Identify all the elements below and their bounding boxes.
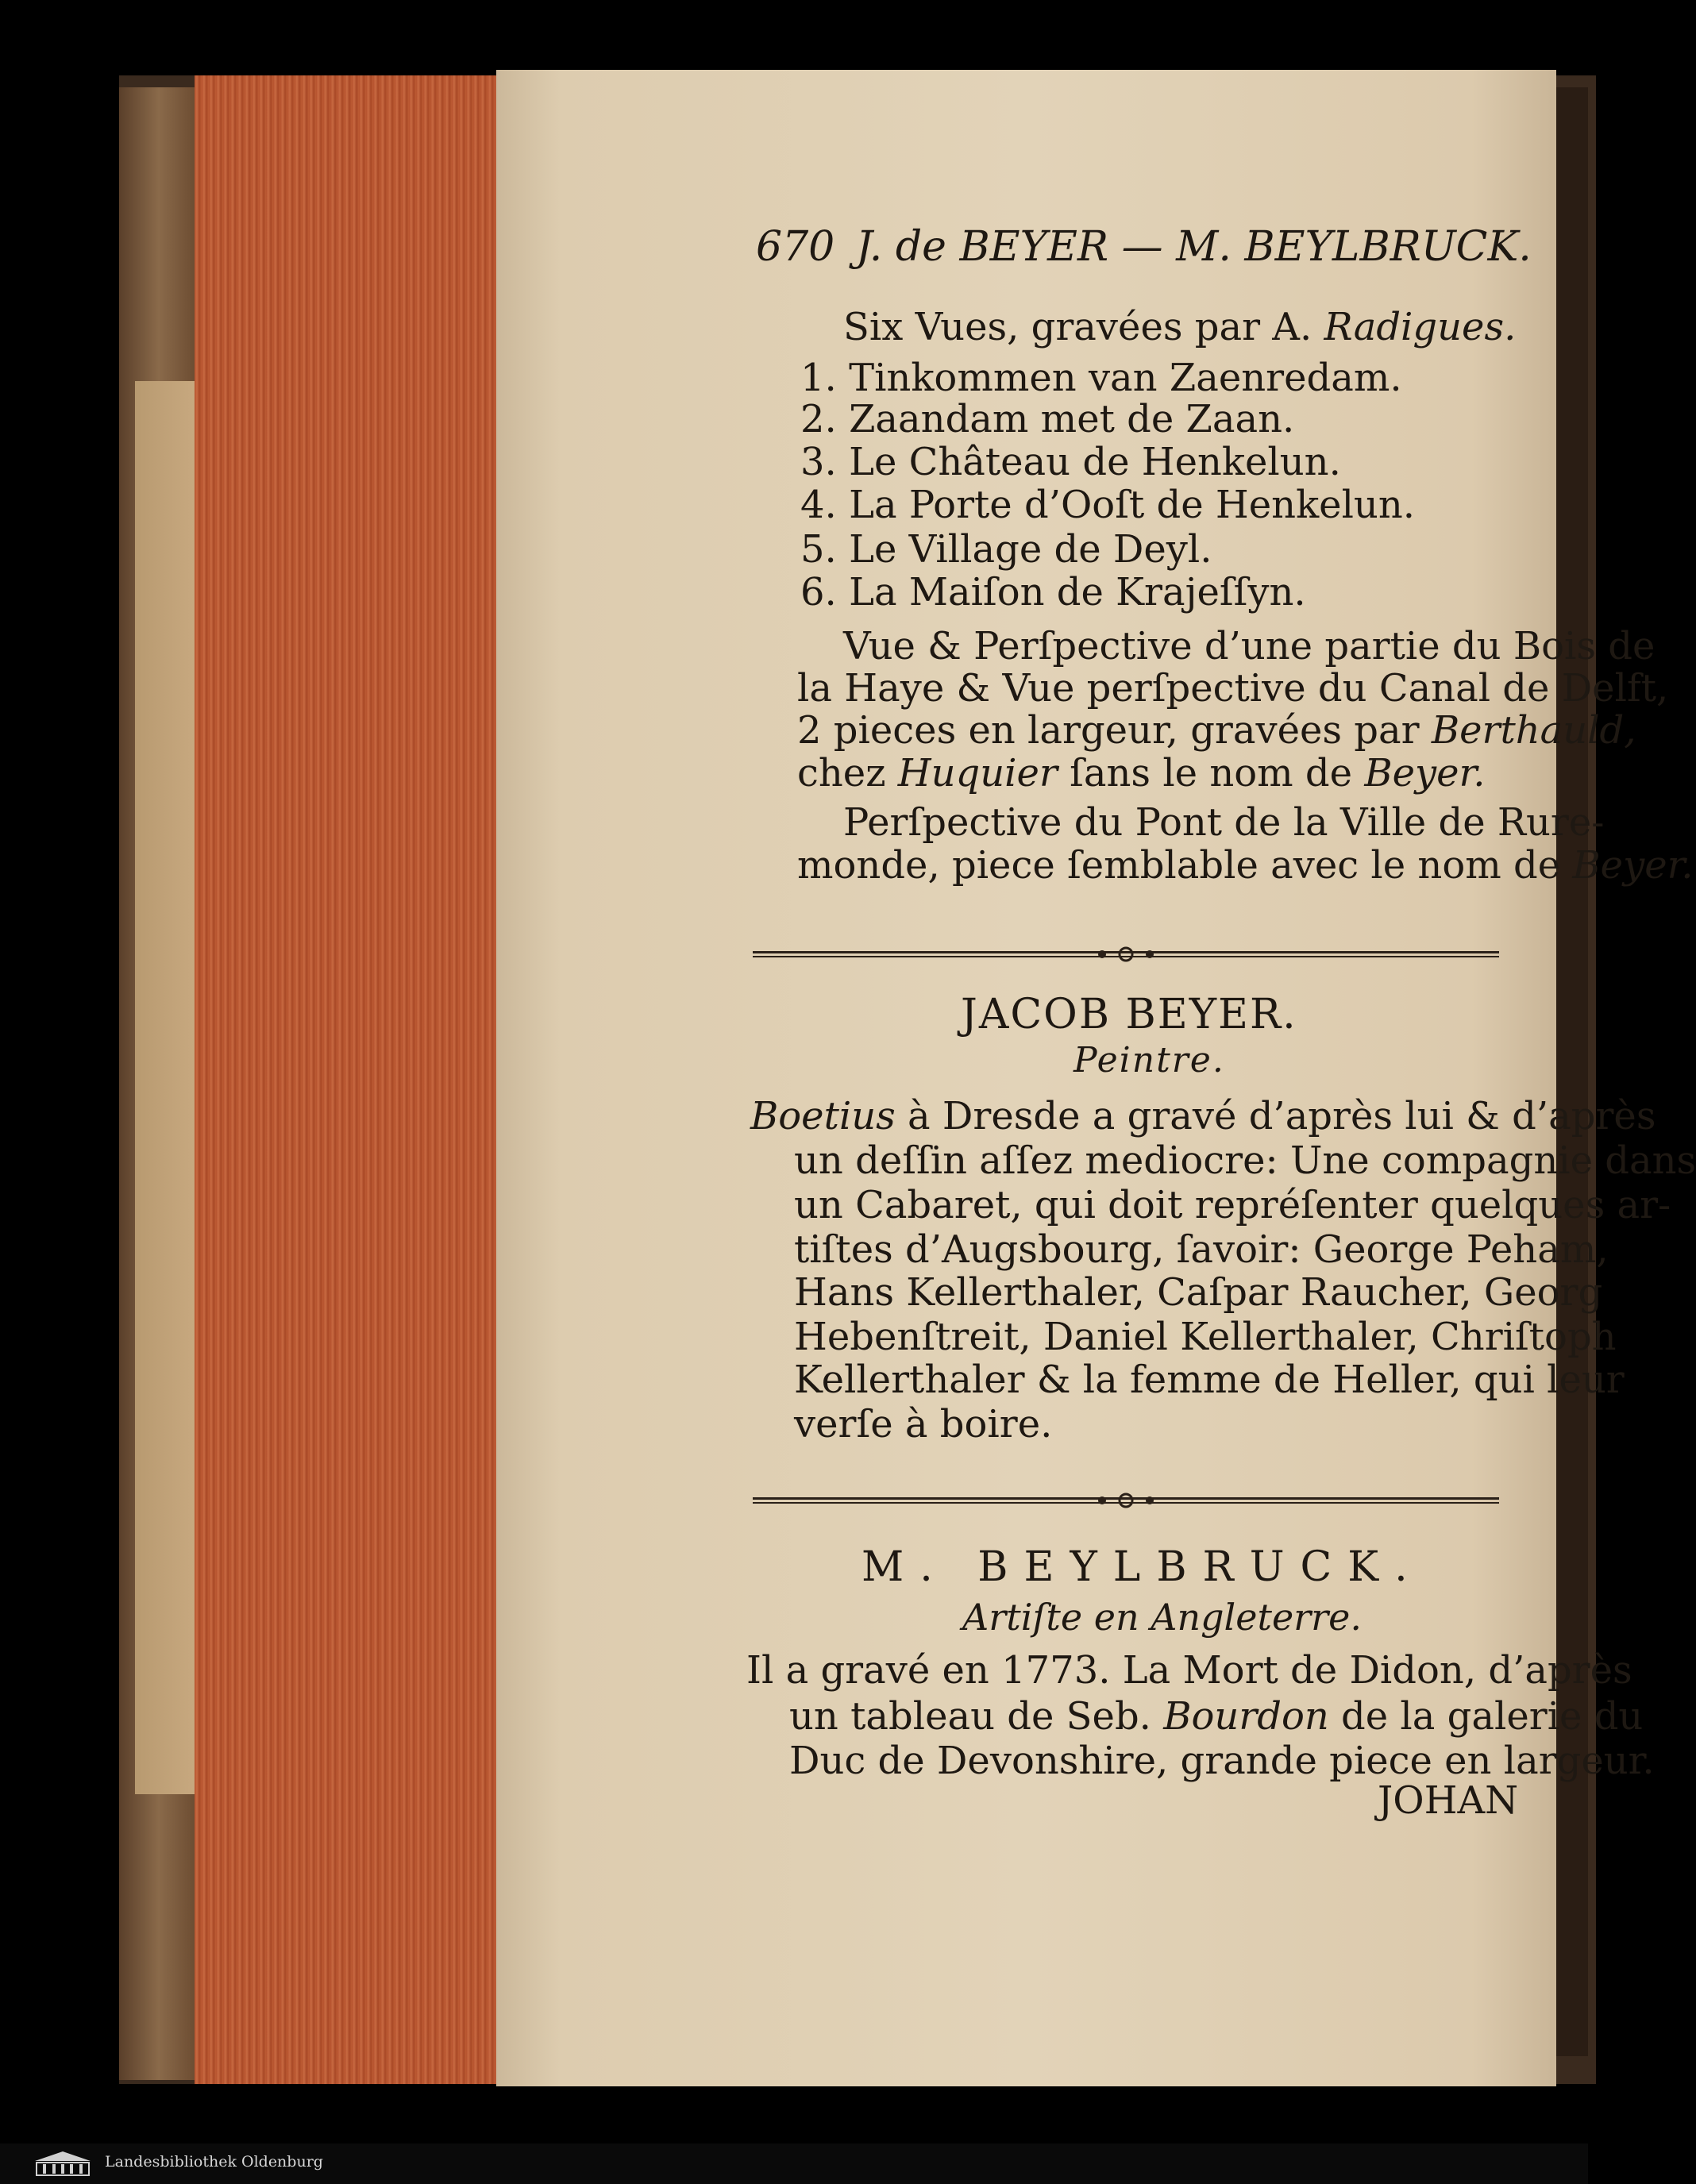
paragraph-line: un tableau de Seb. Bourdon de la galerie du [789,1694,1644,1739]
paragraph-line: Kellerthaler & la femme de Heller, qui leur [794,1358,1625,1402]
paragraph-line: Perſpective du Pont de la Ville de Rure- [843,800,1605,845]
ornament-rule [753,1493,1499,1508]
list-item: 6. La Maiſon de Krajeſſyn. [800,570,1306,614]
ornament-rule [753,946,1499,962]
catchword: JOHAN [1378,1778,1519,1823]
intro-line: Six Vues, gravées par A. Radigues. [843,305,1517,349]
page-fore-edge [195,75,496,2084]
paragraph-line: monde, piece ſemblable avec le nom de Beyer. [797,843,1694,888]
paragraph-line: Il a gravé en 1773. La Mort de Didon, d’après [746,1648,1632,1693]
cover-paper-patch [135,381,199,1794]
library-logo-icon [32,2150,94,2177]
paragraph-line: chez Huquier ſans le nom de Beyer. [797,751,1486,795]
paragraph-line: verſe à boire. [794,1402,1053,1446]
paragraph-line: un deſſin aſſez mediocre: Une compagnie dans [794,1138,1696,1183]
library-name: Landesbibliothek Oldenburg [105,2153,323,2171]
paragraph-line: un Cabaret, qui doit repréſenter quelques ar- [794,1183,1671,1227]
list-item: 4. La Porte d’Ooſt de Henkelun. [800,483,1416,527]
list-item: 2. Zaandam met de Zaan. [800,397,1295,441]
paragraph-line: Hebenſtreit, Daniel Kellerthaler, Chriſtoph [794,1315,1617,1359]
list-item: 5. Le Village de Deyl. [800,527,1212,572]
section-heading: JACOB BEYER. [961,991,1297,1038]
section-subheading: Artiſte en Angleterre. [962,1596,1362,1639]
section-subheading: Peintre. [1073,1040,1225,1080]
paragraph-line: tiſtes d’Augsbourg, ſavoir: George Peham, [794,1227,1609,1272]
paragraph-line: 2 pieces en largeur, gravées par Berthauld, [797,708,1636,753]
paragraph-line: Duc de Devonshire, grande piece en largeur. [789,1739,1655,1783]
paragraph-line: Vue & Perſpective d’une partie du Bois de [843,624,1656,668]
paragraph-line: Hans Kellerthaler, Caſpar Raucher, Georg [794,1270,1603,1315]
paragraph-line: Boetius à Dresde a gravé d’après lui & d’après [750,1094,1656,1138]
page-number: 670 [756,223,835,271]
list-item: 1. Tinkommen van Zaenredam. [800,356,1402,400]
paragraph-line: la Haye & Vue perſpective du Canal de Delft, [797,666,1669,711]
running-title: J. de BEYER — M. BEYLBRUCK. [856,223,1532,271]
section-heading: M. BEYLBRUCK. [861,1543,1424,1591]
list-item: 3. Le Château de Henkelun. [800,440,1341,484]
